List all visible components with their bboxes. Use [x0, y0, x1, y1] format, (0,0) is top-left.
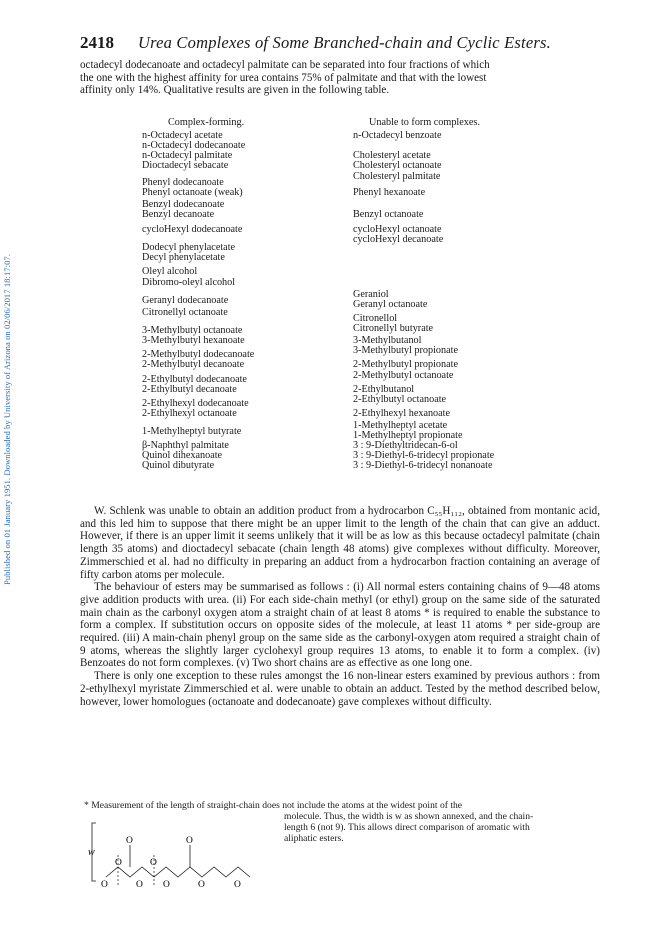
table-cell: Benzyl decanoate [142, 208, 215, 220]
oxygen-atom: O [150, 858, 157, 868]
table-cell: Phenyl octanoate (weak) [142, 186, 243, 198]
table-cell: 1-Methylheptyl acetate [353, 420, 448, 431]
text-line: chain of at least 8 atoms * is required to enable the substance to form a complex. If substitution [80, 606, 600, 632]
oxygen-atom: O [115, 858, 122, 868]
intro-paragraph [80, 59, 600, 97]
running-title: Urea Complexes of Some Branched-chain and Cyclic Esters. [138, 33, 551, 52]
text-line: from montanic acid, and this led him to suppose that there might be an upper limit to the length [80, 505, 600, 530]
download-watermark [2, 155, 16, 585]
table-cell: 2-Ethylhexyl hexanoate [353, 407, 451, 419]
table-cell: 2-Ethylhexyl dodecanoate [142, 397, 249, 409]
table-cell: 1-Methylheptyl propionate [353, 430, 463, 442]
table-cell: Cholesteryl octanoate [353, 160, 442, 172]
table-cell: Citronellol [353, 312, 398, 324]
footnote-line: aliphatic esters. [284, 832, 344, 844]
table-cell: n-Octadecyl acetate [142, 130, 223, 142]
chain-width-diagram [88, 815, 258, 895]
table-cell: 2-Ethylbutyl decanoate [142, 383, 237, 395]
table-cell: Geranyl octanoate [353, 298, 428, 310]
column-header: Complex-forming. [168, 117, 245, 128]
table-cell: 2-Ethylbutyl dodecanoate [142, 373, 247, 385]
footnote-wrap [284, 812, 600, 844]
table-cell: n-Octadecyl benzoate [353, 130, 442, 142]
table-cell: Citronellyl butyrate [353, 323, 434, 335]
text-line: ethyl) group on the same side of the saturated main chain as the carbonyl oxygen atom a straight [80, 593, 601, 619]
table-cell: 2-Ethylbutanol [353, 383, 415, 395]
table-cell: 2-Methylbutyl propionate [353, 359, 458, 371]
discussion-text [80, 505, 600, 708]
table-cell: 2-Ethylhexyl octanoate [142, 407, 237, 419]
table-cell: 3 : 9-Diethyltridecan-6-ol [353, 440, 458, 452]
text-line: There is only one exception to these rules amongst the 16 non-linear esters examined by [94, 670, 495, 683]
text-line: octadecyl dodecanoate and octadecyl palmitate can be separated into four fractions of which [80, 59, 490, 71]
table-cell: 3-Methylbutyl hexanoate [142, 335, 245, 347]
table-cell: 3-Methylbutyl octanoate [142, 325, 243, 337]
text-line: of the chain that can give an adduct. However, if there is an upper limit it seems unlikely [80, 517, 600, 543]
oxygen-atom: O [234, 880, 241, 890]
table-cell: Quinol dibutyrate [142, 460, 215, 472]
table-cell: Dodecyl phenylacetate [142, 242, 236, 254]
table-cell: Dibromo-oleyl alcohol [142, 276, 236, 288]
table-cell: Oleyl alcohol [142, 266, 198, 278]
text-line: (iii) A main-chain phenyl group on the same side as the carbonyl-oxygen atom required a straight [122, 632, 564, 645]
text-line: et al. had no difficulty in preparing an adduct from a hydrocarbon fraction containing an average [147, 555, 591, 568]
paragraph [80, 581, 600, 670]
table-cell: Phenyl hexanoate [353, 186, 426, 198]
table-cell: Decyl phenylacetate [142, 252, 225, 264]
table-cell: Quinol dihexanoate [142, 450, 223, 462]
oxygen-atom: O [163, 880, 170, 890]
table-cell: 3 : 9-Diethyl-6-tridecyl nonanoate [353, 460, 493, 472]
table-cell: Phenyl dodecanoate [142, 176, 224, 188]
table-cell: β-Naphthyl palmitate [142, 440, 229, 452]
text-line: that it will be as low as this because octadecyl palmitate (chain length 35 atoms) and dioctadecyl [80, 530, 600, 556]
text-line: it to form a complex. (iv) Benzoates do not form complexes. (v) Two short chains are as [80, 644, 601, 670]
table-cell: n-Octadecyl palmitate [142, 150, 233, 162]
watermark-text: Published on 01 January 1951. Downloaded by University of Arizona on 02/06/2017 18:17:07. [2, 254, 12, 585]
table-cell: Dioctadecyl sebacate [142, 160, 229, 172]
table-cell: cycloHexyl decanoate [353, 234, 444, 246]
text-line: dodecanoate) gave complexes without difficulty. [276, 695, 492, 708]
paragraph [80, 505, 600, 581]
footnote-line: length 6 (not 9). This allows direct comparison of aromatic with [284, 821, 530, 833]
table-cell: Cholesteryl acetate [353, 150, 431, 162]
text-line: chain of 9 atoms, whereas the slightly larger cyclohexyl group requires 13 atoms, to enable [80, 632, 600, 657]
text-line: previous authors : from 2-ethylhexyl myristate Zimmerschied et al. were unable to obtain an [80, 670, 600, 695]
oxygen-atom: O [198, 880, 205, 890]
table-cell: 2-Methylbutyl octanoate [353, 369, 454, 381]
text-line: W. Schlenk was unable to obtain an addition product from a hydrocarbon C₅₅H₁₁₂, obtained [94, 505, 510, 517]
text-line: The behaviour of esters may be summarised as follows : (i) All normal esters containing [94, 581, 498, 594]
footnote-line: * Measurement of the length of straight-chain does not include the atoms at the widest point of the [84, 800, 463, 811]
width-label: w [88, 847, 95, 858]
table-cell: 2-Ethylbutyl octanoate [353, 393, 447, 405]
oxygen-atom: O [186, 836, 193, 846]
table-cell: 2-Methylbutyl dodecanoate [142, 349, 255, 361]
text-line: affinity only 14%. Qualitative results are given in the following table. [80, 84, 390, 97]
column-header: Unable to form complexes. [369, 117, 480, 128]
text-line: effective as one long one. [358, 657, 473, 670]
text-line: of fifty carbon atoms per molecule. [80, 555, 600, 581]
text-line: chains of 9—48 atoms give addition products with urea. (ii) For each side-chain methyl (or [80, 581, 600, 606]
paragraph [80, 670, 600, 708]
table-cell: 1-Methylheptyl butyrate [142, 426, 242, 438]
table-cell: cycloHexyl octanoate [353, 224, 442, 236]
oxygen-atom: O [101, 880, 108, 890]
text-line: sebacate (chain length 48 atoms) give complexes without difficulty. Moreover, Zimmerschied [80, 543, 601, 568]
table-cell: 3-Methylbutanol [353, 335, 422, 347]
table-cell: 3-Methylbutyl propionate [353, 345, 458, 357]
table-cell: Benzyl dodecanoate [142, 198, 225, 210]
page-header [80, 33, 600, 55]
footnote [80, 800, 600, 844]
text-line: the one with the highest affinity for urea contains 75% of palmitate and that with the lowest [80, 71, 487, 84]
oxygen-atom: O [136, 880, 143, 890]
page-number: 2418 [80, 33, 114, 52]
table-cell: Benzyl octanoate [353, 208, 424, 220]
table-cell: 2-Methylbutyl decanoate [142, 359, 245, 371]
table-cell: cycloHexyl dodecanoate [142, 224, 243, 236]
table-cell: Citronellyl octanoate [142, 306, 228, 318]
text-line: occurs on opposite sides of the molecule, at least 11 atoms * per side-group are required. [80, 619, 600, 645]
table-cell: Cholesteryl palmitate [353, 170, 441, 182]
oxygen-atom: O [126, 836, 133, 846]
footnote-line: molecule. Thus, the width is w as shown annexed, and the chain- [284, 811, 534, 822]
table-cell: Geraniol [353, 288, 389, 300]
text-line: adduct. Tested by the method described below, however, lower homologues (octanoate and [80, 682, 600, 708]
table-cell: Geranyl dodecanoate [142, 294, 229, 306]
table-cell: 3 : 9-Diethyl-6-tridecyl propionate [353, 450, 495, 462]
table-cell: n-Octadecyl dodecanoate [142, 140, 246, 152]
